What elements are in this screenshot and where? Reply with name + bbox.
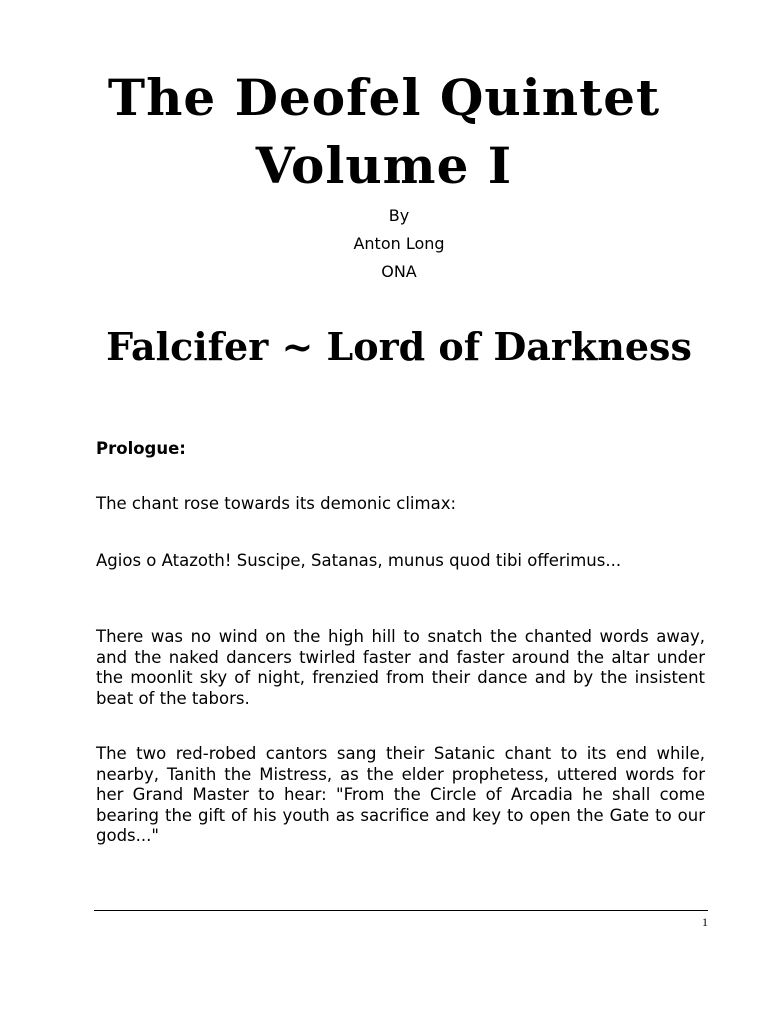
document-title-line-1: The Deofel Quintet xyxy=(107,68,661,127)
book-subtitle: Falcifer ~ Lord of Darkness xyxy=(106,324,692,369)
author-organization: ONA xyxy=(381,262,417,281)
paragraph: The chant rose towards its demonic climax: xyxy=(96,494,457,513)
page-number: 1 xyxy=(702,915,708,929)
document-title-line-2: Volume I xyxy=(255,136,513,195)
footer-divider xyxy=(94,910,708,911)
byline-by: By xyxy=(388,206,410,225)
paragraph: Agios o Atazoth! Suscipe, Satanas, munus quod tibi offerimus... xyxy=(96,551,622,570)
author-name: Anton Long xyxy=(353,234,445,253)
paragraph: The two red-robed cantors sang their Satanic chant to its end while, nearby, Tanith the Mistress, as the elder prophetess, uttered words for her Grand Master to hear: "From the Circle of Arcadia he shall come bearing the gift of his youth as sacrifice and key to open the Gate to our gods..." xyxy=(96,744,705,845)
prologue-heading: Prologue: xyxy=(96,439,186,458)
paragraph: There was no wind on the high hill to snatch the chanted words away, and the naked dancers twirled faster and faster around the altar under the moonlit sky of night, frenzied from their dance and by the insistent beat of the tabors. xyxy=(96,627,705,708)
